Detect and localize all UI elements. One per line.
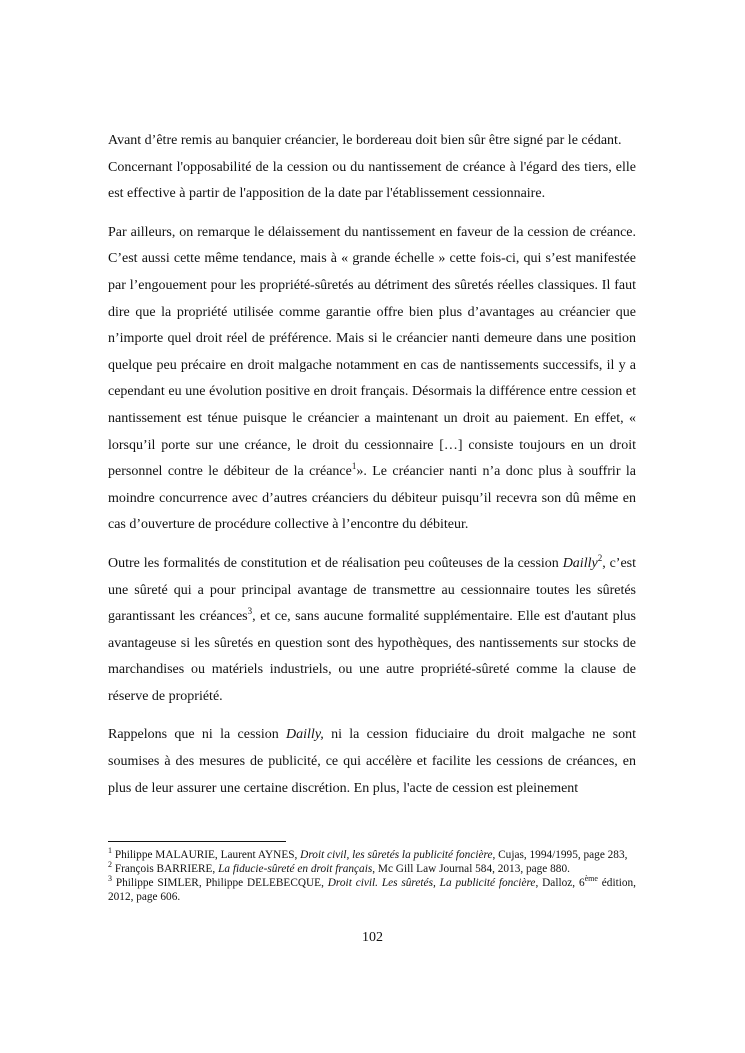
footnotes <box>108 848 636 904</box>
paragraph-1 <box>108 128 636 208</box>
footnote-1 <box>108 848 636 862</box>
footnote-3-authors: Philippe SIMLER, Philippe DELEBECQUE, <box>112 877 328 889</box>
paragraph-4-text-c: , et ce, sans aucune formalité supplémentaire. Elle est d'autant plus avantageuse si les sûretés en question sont des hypothèques, des nantissements sur stocks de marchandises ou matériels industriels, ou une autre propriété-sûreté comme la clause de réserve de propriété. <box>108 609 636 704</box>
footnote-1-rest: , Cujas, 1994/1995, page 283, <box>492 849 628 861</box>
paragraph-5-text-b: ni la cession fiduciaire du droit malgache ne sont soumises à des mesures de publicité, ce qui accélère et facilite les cessions de créances, en plus de leur assurer une certaine discrétion. En plus, l'acte de cession est pleinement <box>108 727 636 796</box>
paragraph-5-text-a: Rappelons que ni la cession <box>108 727 287 743</box>
paragraph-4-italic: Dailly <box>562 555 598 571</box>
footnote-ref-2: 2 <box>597 552 603 563</box>
paragraph-4 <box>108 551 636 711</box>
footnote-ref-1: 1 <box>351 461 357 472</box>
footnote-1-authors: Philippe MALAURIE, Laurent AYNES, <box>112 849 301 861</box>
page-number: 102 <box>362 930 383 945</box>
footnote-3-edition-sup: ème <box>584 874 598 883</box>
footnote-3-rest: , Dalloz, 6 <box>535 877 585 889</box>
paragraph-1-text: Avant d’être remis au banquier créancier, le bordereau doit bien sûr être signé par le cédant. <box>108 133 622 148</box>
paragraph-4-text-a: Outre les formalités de constitution et de réalisation peu coûteuses de la cession <box>108 555 563 571</box>
footnote-separator <box>108 841 286 842</box>
paragraph-2-text: Concernant l'opposabilité de la cession ou du nantissement de créance à l'égard des tiers, elle est effective à partir de l'apposition de la date par l'établissement cessionnaire. <box>108 159 636 202</box>
paragraph-3 <box>108 220 636 539</box>
paragraph-5 <box>108 722 636 802</box>
paragraph-3-text-b: ». Le créancier nanti n’a donc plus à souffrir la moindre concurrence avec d’autres créanciers du débiteur puisqu’il recevra son dû même en cas d’ouverture de procédure collective à l’encontre du débiteur. <box>108 464 636 533</box>
footnote-3-number: 3 <box>108 874 112 883</box>
footnote-3-rest-2: édition, 2012, page 606. <box>108 877 636 903</box>
footnote-2 <box>108 862 636 876</box>
paragraph-5-italic: Dailly, <box>286 727 324 743</box>
paragraph-3-text-a: Par ailleurs, on remarque le délaissement du nantissement en faveur de la cession de créance. C’est aussi cette même tendance, mais à « grande échelle » cette fois-ci, qui s’est manifestée par l’engouement pour les propriété-sûretés au détriment des sûretés réelles classiques. Il faut dire que la propriété utilisée comme garantie offre bien plus d’avantages au créancier que n’importe quel droit réel de préférence. Mais si le créancier nanti demeure dans une position quelque peu précaire en droit malgache notamment en cas de nantissements successifs, il y a cependant eu une évolution positive en droit français. Désormais la différence entre cession et nantissement est ténue puisque le créancier a maintenant un droit au paiement. En effet, « lorsqu’il porte sur une créance, le droit du cessionnaire […] consiste toujours en un droit personnel contre le débiteur de la créance <box>108 224 636 480</box>
footnote-1-number: 1 <box>108 846 112 855</box>
footnote-1-title: Droit civil, les sûretés la publicité foncière <box>300 849 493 861</box>
body-text <box>108 128 636 802</box>
footnote-2-title: La fiducie-sûreté en droit français <box>218 863 373 875</box>
footnote-2-number: 2 <box>108 860 112 869</box>
footnote-3-title: Droit civil. Les sûretés, La publicité foncière <box>327 877 536 889</box>
footnote-2-rest: , Mc Gill Law Journal 584, 2013, page 880. <box>372 863 570 875</box>
footnote-2-authors: François BARRIERE, <box>112 863 219 875</box>
paragraph-4-text-b: , c’est une sûreté qui a pour principal avantage de transmettre au cessionnaire toutes les sûretés garantissant les créances <box>108 555 636 625</box>
footnote-ref-3: 3 <box>247 606 253 617</box>
footnote-3 <box>108 876 636 904</box>
